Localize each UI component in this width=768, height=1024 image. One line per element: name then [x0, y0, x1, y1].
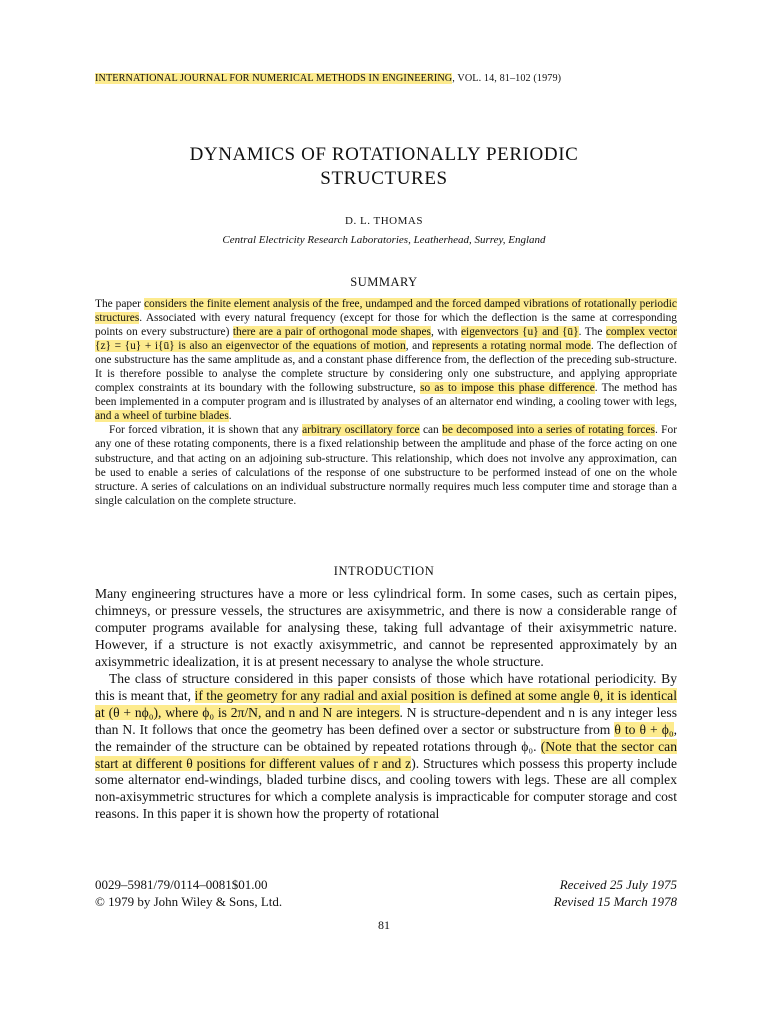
highlighted-text: so as to impose this phase difference: [420, 382, 595, 395]
highlighted-text: be decomposed into a series of rotating forces: [442, 424, 655, 437]
text-run: . For any one of these rotating components, there is a fixed relationship between the amplitude and phase of the force acting on one substructure, and that acting on an adjoining sub-structure. This relationship, which does not involve any approximation, can be used to enable a series of calculations of the response of one substructure to be performed instead of one on the whole structure. A series of calculations on an individual substructure normally requires much less computer time and storage than a single calculation on the complete structure.: [95, 424, 677, 507]
highlighted-text: represents a rotating normal mode: [432, 340, 591, 353]
highlighted-text: considers the finite element analysis of the free, undamped and the forced damped vibrations of rotationally periodic structures: [95, 298, 677, 325]
summary-body: [95, 297, 677, 508]
highlighted-text: and a wheel of turbine blades: [95, 410, 229, 423]
summary-paragraph-2: [95, 423, 677, 507]
highlighted-text: arbitrary oscillatory force: [302, 424, 420, 437]
text-run: . The method has been implemented in a computer program and is illustrated by analyses of an alternator end winding, a cooling tower with legs,: [95, 382, 677, 409]
intro-paragraph-1: Many engineering structures have a more or less cylindrical form. In some cases, such as certain pipes, chimneys, or pressure vessels, the structures are axisymmetric, and there is now a considerable range of computer programs available for analysing these, taking full advantage of their axisymmetric nature. However, if a structure is not exactly axisymmetric, and cannot be represented approximately by an axisymmetric idealization, it is at present necessary to analyse the whole structure.: [95, 586, 677, 669]
highlighted-text: θ to θ + ϕ₀: [614, 721, 674, 737]
text-run: The paper: [95, 298, 144, 310]
highlighted-text: eigenvectors {u} and {ū}: [460, 326, 579, 339]
text-run: The class of structure considered in this paper consists of those which have rotational periodicity. By this is meant that,: [95, 670, 677, 703]
highlighted-text: complex vector {z} = {u} + i{ū} is also an eigenvector of the equations of motion: [95, 326, 678, 353]
footer-left: [95, 876, 282, 910]
article-code: 0029–5981/79/0114–0081$01.00: [95, 877, 268, 892]
text-run: , with: [430, 326, 461, 339]
journal-volume: , VOL. 14, 81–102 (1979): [452, 73, 562, 84]
journal-header: [95, 73, 561, 84]
text-run: . N is structure-dependent and n is any integer less than N. It follows that once the geometry has been defined over a sector or substructure from: [95, 704, 677, 737]
footer-right: [554, 876, 677, 910]
intro-paragraph-2: [95, 671, 677, 824]
summary-heading: SUMMARY: [350, 275, 418, 289]
paper-title: [0, 143, 768, 191]
author-name: D. L. THOMAS: [345, 215, 423, 227]
highlighted-text: there are a pair of orthogonal mode shapes: [232, 326, 431, 339]
page-number: 81: [378, 918, 390, 932]
text-run: , and: [405, 340, 433, 353]
text-run: . The: [578, 326, 606, 339]
introduction-heading: INTRODUCTION: [333, 564, 435, 578]
title-line-2: STRUCTURES: [320, 168, 448, 189]
text-run: . Associated with every natural frequency (except for those for which the deflection is the same at corresponding points on every substructure): [95, 312, 677, 339]
revised-date: Revised 15 March 1978: [553, 894, 677, 909]
author-affiliation: Central Electricity Research Laboratories, Leatherhead, Surrey, England: [222, 234, 546, 246]
text-run: . The deflection of one substructure has the same amplitude as, and a constant phase difference from, the deflection of the preceding sub-structure. It is therefore possible to analyse the complete structure by considering only one substructure, and applying appropriate complex constraints at its boundary with the following substructure,: [95, 340, 677, 395]
summary-paragraph-1: [95, 297, 677, 423]
highlighted-text: if the geometry for any radial and axial position is defined at some angle θ, it is identical at (θ + nϕ₀), where ϕ₀ is 2π/N, and n and N are integers: [95, 687, 677, 720]
copyright-notice: © 1979 by John Wiley & Sons, Ltd.: [95, 894, 283, 909]
introduction-body: [95, 586, 677, 823]
text-run: ). Structures which possess this property include some alternator end-windings, bladed turbine discs, and cooling towers with legs. These are all complex non-axisymmetric structures for which a complete analysis is impracticable for computer storage and cost reasons. In this paper it is shown how the property of rotational: [95, 755, 677, 822]
text-run: .: [228, 410, 232, 423]
received-date: Received 25 July 1975: [559, 877, 677, 892]
journal-name: INTERNATIONAL JOURNAL FOR NUMERICAL METHODS IN ENGINEERING: [95, 73, 453, 84]
text-run: can: [419, 424, 443, 437]
text-run: For forced vibration, it is shown that any: [109, 424, 303, 437]
title-line-1: DYNAMICS OF ROTATIONALLY PERIODIC: [189, 144, 579, 165]
text-run: , the remainder of the structure can be obtained by repeated rotations through ϕ₀.: [95, 721, 677, 754]
highlighted-text: (Note that the sector can start at different θ positions for different values of r and z: [95, 738, 678, 771]
